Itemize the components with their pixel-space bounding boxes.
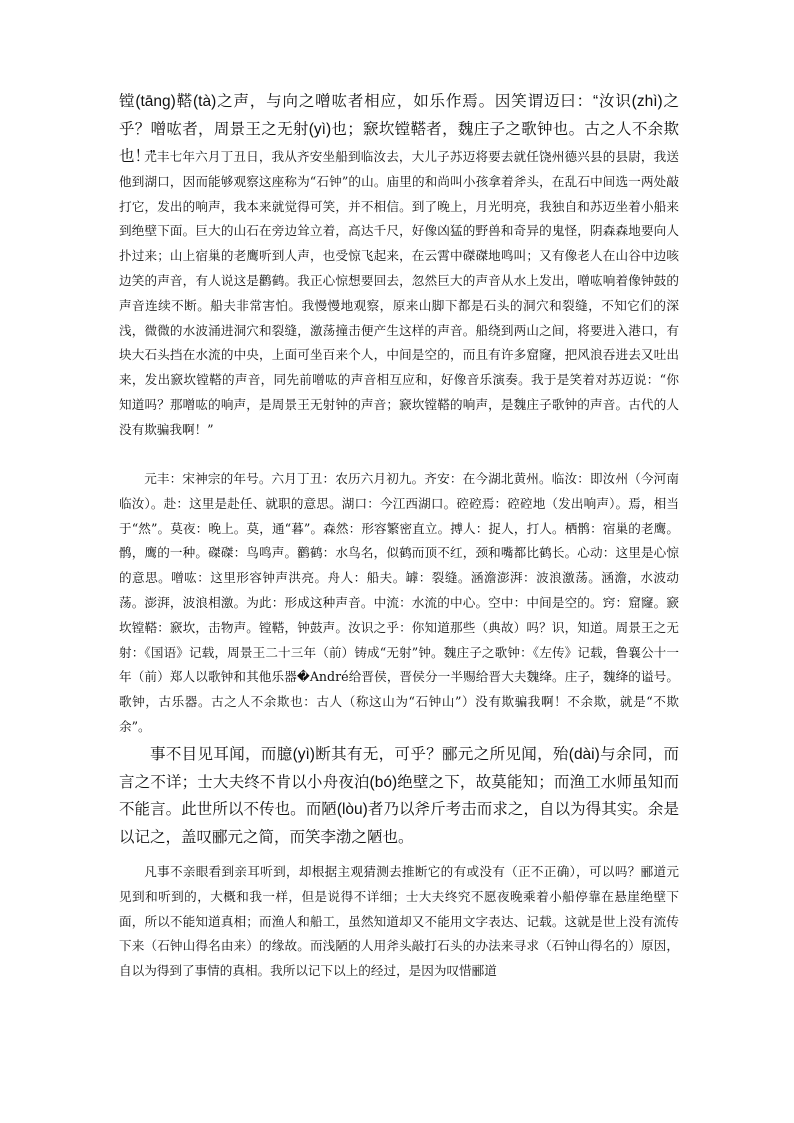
original-text-paragraph-1: 镗(tāng)鞳(tà)之声，与向之噌吰者相应，如乐作焉。因笑谓迈曰：“汝识(zhì)之乎？噌吰者，周景王之无射(yì)也；窾坎镗鞳者，魏庄子之歌钟也。古之人不余欺也！” <box>119 93 679 165</box>
translation-paragraph-1: 元丰七年六月丁丑日，我从齐安坐船到临汝去，大儿子苏迈将要去就任饶州德兴县的县尉，我送他到湖口，因而能够观察这座称为“石钟”的山。庙里的和尚叫小孩拿着斧头，在乱石中间选一两处敲打它，发出的响声，我本来就觉得可笑，并不相信。到了晚上，月光明亮，我独自和苏迈坐着小船来到绝壁下面。巨大的山石在旁边耸立着，高达千尺，好像凶猛的野兽和奇异的鬼怪，阴森森地要向人扑过来；山上宿巢的老鹰听到人声，也受惊飞起来，在云霄中磔磔地鸣叫；又有像老人在山谷中边咳边笑的声音，有人说这是鹳鹤。我正心惊想要回去，忽然巨大的声音从水上发出，噌吰响着像钟鼓的声音连续不断。船夫非常害怕。我慢慢地观察，原来山脚下都是石头的洞穴和裂缝，不知它们的深浅，微微的水波涌进洞穴和裂缝，激荡撞击便产生这样的声音。船绕到两山之间，将要进入港口，有块大石头挡在水流的中央，上面可坐百来个人，中间是空的，而且有许多窟窿，把风浪吞进去又吐出来，发出窾坎镗鞳的声音，同先前噌吰的声音相互应和，好像音乐演奏。我于是笑着对苏迈说：“你知道吗？那噌吰的响声，是周景王无射钟的声音；窾坎镗鞳的响声，是魏庄子歌钟的声音。古代的人没有欺骗我啊！” <box>119 149 679 437</box>
translation-paragraph-2: 凡事不亲眼看到亲耳听到，却根据主观猜测去推断它的有或没有（正不正确），可以吗？郦道元见到和听到的，大概和我一样，但是说得不详细；士大夫终究不愿夜晚乘着小船停靠在悬崖绝壁下面，所以不能知道真相；而渔人和船工，虽然知道却又不能用文字表达、记载。这就是世上没有流传下来（石钟山得名由来）的缘故。而浅陋的人用斧头敲打石头的办法来寻求（石钟山得名的）原因，自以为得到了事情的真相。我所以记下以上的经过，是因为叹惜郦道 <box>119 864 679 979</box>
original-text-paragraph-2: 事不目见耳闻，而臆(yì)断其有无，可乎？郦元之所见闻，殆(dài)与余同，而言之不详；士大夫终不肯以小舟夜泊(bó)绝壁之下，故莫能知；而渔工水师虽知而不能言。此世所以不传也。而陋(lòu)者乃以斧斤考击而求之，自以为得其实。余是以记之，盖叹郦元之简，而笑李渤之陋也。 <box>119 746 679 846</box>
annotation-notes-paragraph: 元丰：宋神宗的年号。六月丁丑：农历六月初九。齐安：在今湖北黄州。临汝：即汝州（今河南临汝）。赴：这里是赴任、就职的意思。湖口：今江西湖口。硿硿焉：硿硿地（发出响声）。焉，相当于“然”。莫夜：晚上。莫，通“暮”。森然：形容繁密直立。搏人：捉人，打人。栖鹘：宿巢的老鹰。鹘，鹰的一种。磔磔：鸟鸣声。鹳鹤：水鸟名，似鹤而顶不红，颈和嘴都比鹤长。心动：这里是心惊的意思。噌吰：这里形容钟声洪亮。舟人：船夫。罅：裂缝。涵澹澎湃：波浪激荡。涵澹，水波动荡。澎湃，波浪相激。为此：形成这种声音。中流：水流的中心。空中：中间是空的。窍：窟窿。窾坎镗鞳：窾坎，击物声。镗鞳，钟鼓声。汝识之乎：你知道那些（典故）吗？识，知道。周景王之无射：《国语》记载，周景王二十三年（前）铸成“无射”钟。魏庄子之歌钟：《左传》记载，鲁襄公十一年（前）郑人以歌钟和其他乐器�André给晋侯，晋侯分一半赐给晋大夫魏绛。庄子，魏绛的谥号。歌钟，古乐器。古之人不余欺也：古人（称这山为“石钟山”）没有欺骗我啊！不余欺，就是“不欺余”。 <box>119 471 679 734</box>
